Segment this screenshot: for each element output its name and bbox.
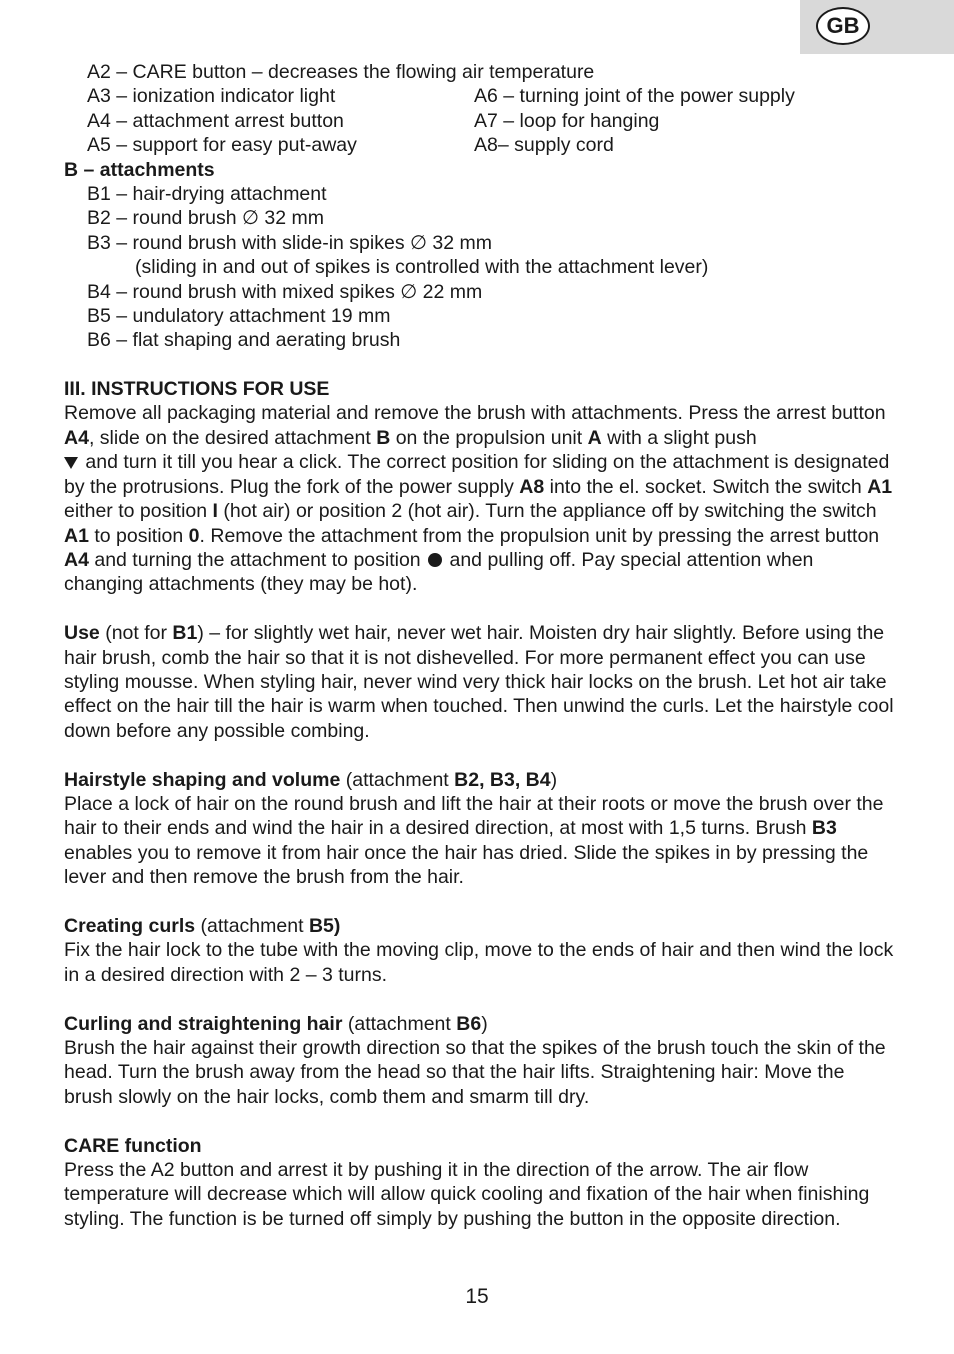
list-a-row <box>64 84 894 108</box>
list-a-item: A4 – attachment arrest button <box>87 109 344 132</box>
list-a-item: A8– supply cord <box>474 134 614 157</box>
care-paragraph: Press the A2 button and arrest it by pushing it in the direction of the arrow. The air flow temperature will decrease which will allow quick cooling and fixation of the hair when finishing styling. The function is be turned off simply by pushing the button in the opposite direction. <box>64 1158 870 1230</box>
attachment-item: B1 – hair-drying attachment <box>87 182 327 205</box>
attachment-item: B2 – round brush ∅ 32 mm <box>87 207 325 230</box>
attachment-item: B5 – undulatory attachment 19 mm <box>87 304 391 327</box>
curling-paragraph: Brush the hair against their growth direction so that the spikes of the brush touch the skin of the head. Turn the brush away from the head so that the hair lifts. Straightening hair: Move the brush slowly on the hair locks, comb them and smarm till dry. <box>64 1036 886 1108</box>
instructions-paragraph: Remove all packaging material and remove the brush with attachments. Press the arrest button A4, slide on the desired attachment B on the propulsion unit A with a slight push and turn it till you hear a click. The correct position for sliding on the attachment is designated by the protrusions. Plug the fork of the power supply A8 into the el. socket. Switch the switch A1 either to position I (hot air) or position 2 (hot air). Turn the appliance off by switching the switch A1 to position 0. Remove the attachment from the propulsion unit by pressing the arrest button A4 and turning the attachment to position and pulling off. Pay special attention when changing attachments (they may be hot). <box>64 402 893 596</box>
curls-paragraph: Fix the hair lock to the tube with the moving clip, move to the ends of hair and then wind the lock in a desired direction with 2 – 3 turns. <box>64 939 894 986</box>
list-a-row <box>64 133 894 157</box>
list-a-item: A5 – support for easy put-away <box>87 134 357 157</box>
shaping-paragraph: Place a lock of hair on the round brush and lift the hair at their roots or move the brush over the hair to their ends and wind the hair in a desired direction, at most with 1,5 turns. Brush B3 enables you to remove it from hair once the hair has dried. Slide the spikes in by pressing the lever and then remove the brush from the hair. <box>64 792 884 889</box>
instructions-heading: III. INSTRUCTIONS FOR USE <box>64 378 330 401</box>
curling-heading: Curling and straightening hair (attachment B6 ) <box>64 1012 488 1035</box>
list-a-item: A7 – loop for hanging <box>474 109 660 132</box>
page-content <box>64 60 894 1231</box>
language-badge: GB <box>816 7 870 45</box>
shaping-heading: Hairstyle shaping and volume (attachment B2, B3, B4 ) <box>64 768 558 791</box>
push-arrow-icon <box>64 457 78 469</box>
attachment-item: B3 – round brush with slide-in spikes ∅ 32 mm <box>87 231 492 254</box>
list-a-row <box>64 60 894 84</box>
use-paragraph: Use (not for B1) – for slightly wet hair, never wet hair. Moisten dry hair slightly. Before using the hair brush, comb the hair so that it is not dishevelled. For more permanent effect you can use styling mousse. When styling hair, never wind very thick hair locks on the brush. Let hot air take effect on the hair till the hair is warm when touched. Then unwind the curls. Let the hairstyle cool down before any possible combing. <box>64 622 894 742</box>
curls-heading: Creating curls (attachment B5) <box>64 914 341 937</box>
list-a-item: A2 – CARE button – decreases the flowing air temperature <box>87 61 595 83</box>
position-dot-icon <box>428 553 442 567</box>
attachment-item: B6 – flat shaping and aerating brush <box>87 329 401 352</box>
language-tab <box>800 0 954 54</box>
attachments-heading: B – attachments <box>64 158 215 181</box>
page-number: 15 <box>465 1285 489 1308</box>
attachment-item: B4 – round brush with mixed spikes ∅ 22 mm <box>87 280 483 303</box>
attachment-note: (sliding in and out of spikes is controlled with the attachment lever) <box>135 256 709 279</box>
list-a-item: A3 – ionization indicator light <box>87 85 336 108</box>
list-a-row <box>64 109 894 133</box>
list-a-item: A6 – turning joint of the power supply <box>474 85 795 108</box>
care-heading: CARE function <box>64 1134 202 1157</box>
